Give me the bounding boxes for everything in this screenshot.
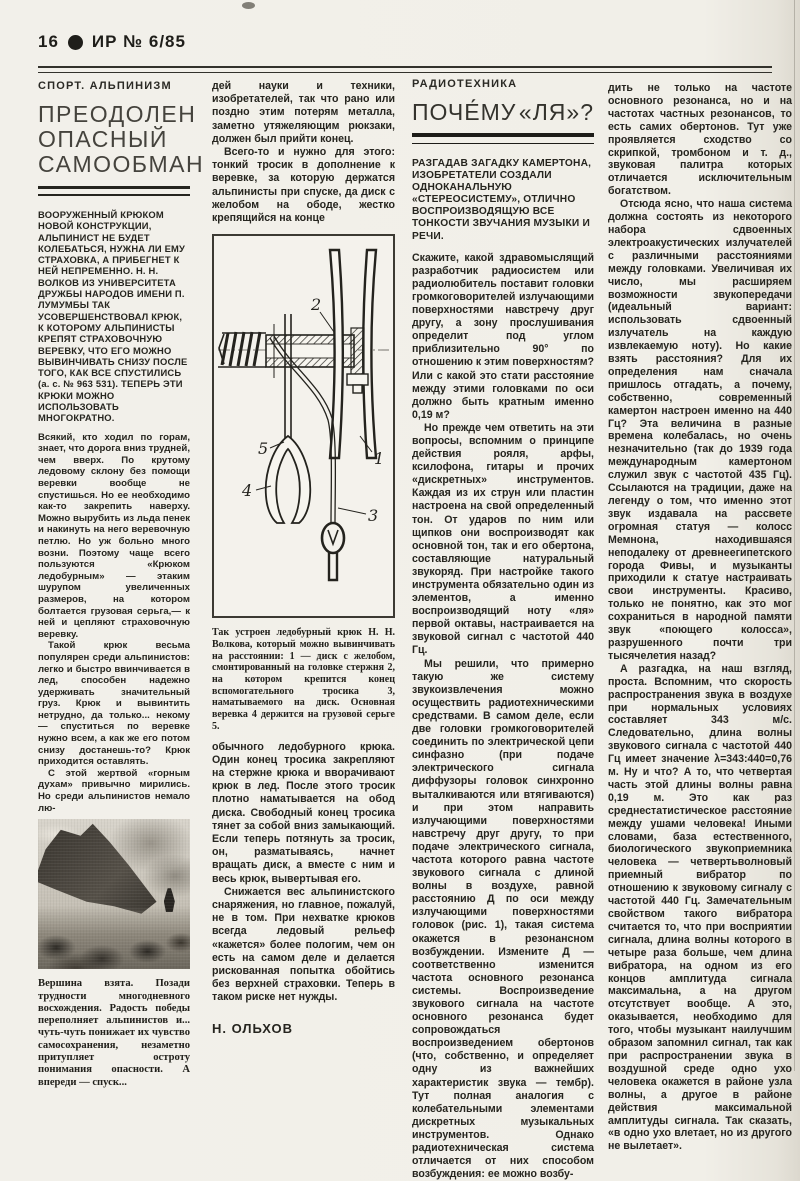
cable-eye-hook	[322, 523, 344, 580]
column-4	[608, 82, 792, 1153]
paragraph: Скажите, какой здравомыслящий разработчик радиосистем или радиолюбитель поставит головки громкоговорителей излучающими поверхностями навстречу друг другу, а зону прослушивания определит под углом приблизительно 90° по отношению к этим поверхностям? Или с какой это стати расстояние между этими головками по оси должно быть кратным именно 0,19 м?	[412, 251, 594, 421]
label-2: 2	[311, 295, 322, 315]
ice-screw-diagram-drawing	[214, 236, 393, 616]
label-3: 3	[368, 506, 379, 526]
alpinism-col2-bottom-text	[212, 741, 395, 1005]
paragraph: обычного ледобурного крюка. Один конец тросика закрепляют на стержне крюка и вворачивают крюк в лед. После этого тросик плотно наматывается на обод диска. Свободный конец тросика тянет за собой вниз замыкающий. Если теперь потянуть за тросик, он, разматываясь, начнет вращать диск, а вместе с ним и весь крюк, вывертывая его.	[212, 740, 395, 885]
radio-lead: РАЗГАДАВ ЗАГАДКУ КАМЕРТОНА, ИЗОБРЕТАТЕЛИ СОЗДАЛИ ОДНОКАНАЛЬНУЮ «СТЕРЕОСИСТЕМУ», ОТЛИЧНО ВОСПРОИЗВОДЯЩУЮ ВСЕ ТОНКОСТИ ЗВУЧАНИЯ МУЗЫКИ И РЕЧИ.	[412, 158, 592, 242]
threaded-shaft	[218, 332, 266, 367]
page-number: 16	[38, 32, 59, 51]
radio-title-note: «ЛЯ»?	[518, 99, 594, 125]
issue-label: ИР № 6/85	[91, 32, 186, 51]
photo-caption: Вершина взята. Позади трудности многодневного восхождения. Радость победы переполняет альпинистов и... чуть-чуть понижает их чувство самосохранения, незаметно притупляет остроту понимания опасности. А впереди — спуск...	[38, 978, 190, 1088]
label-4: 4	[242, 481, 253, 501]
paragraph: А разгадка, на наш взгляд, проста. Вспомним, что скорость распространения звука в воздухе при нормальных условиях составляет 343 м/с. Следовательно, длина волны звукового сигнала с частотой 440 Гц имеет значение λ=343:440=0,76 м. Ну и что? А то, что четвертая часть этой длины волны равна 0,19 м. Это как раз среднестатистическое расстояние между ушами человека! Иными словами, база естественного, биологического звукоприемника человека — четвертьволновый приемный вибратор по отношению к звуковому сигналу с частотой 440 Гц. Замечательным свойством такого вибратора считается то, что при восприятии сигнала, длина волны которого в четыре раза больше, чем длина вибратора, на одном из его концов амплитуда сигнала максимальна, а на другом отсутствует вообще. А это, оказывается, необходимо для того, чтобы музыкант наилучшим образом запомнил сигнал, так как при распространении звука в воздушной среде одно ухо человека окажется в районе узла волны, а другое в районе действия максимальной амплитуды сигнала. Так сказать, «в одно ухо влетает, но из другого не вылетает».	[608, 662, 792, 1153]
paragraph: Отсюда ясно, что наша система должна состоять из некоторого набора сдвоенных электроакустических излучателей с различными расстояниями между головками. Увеличивая их число, мы расширяем возможности звукопередачи (идеальный вариант: использовать сдвоенный излучатель на каждую извлекаемую ноту). Но какие взять расстояния? Для их определения нам сначала пришлось отгадать, а почему, собственно, современный камертон настроен именно на 440 Гц? Эта величина в разные времена колебалась, но очень незначительно (так до 1939 года международным камертоном служил звук с частотой 435 Гц). Ссылаются на традиции, даже на легенду о том, что именно этот звук издавала на рассвете огромная статуя — колосс Мемнона, находившаяся неподалеку от древнеегипетского города Фивы, и музыканты приходили к статуе настраивать свои инструменты. Красиво, только не понятно, как это мог сохраниться в народной памяти звук «поющего колосса», разрушенного почти три тысячелетия назад?	[608, 198, 792, 662]
alpinism-lead: ВООРУЖЕННЫЙ КРЮКОМ НОВОЙ КОНСТРУКЦИИ, АЛЬПИНИСТ НЕ БУДЕТ КОЛЕБАТЬСЯ, НУЖНА ЛИ ЕМУ СТРАХОВКА, А ПРИБЕГНЕТ К НЕЙ НЕПРЕМЕННО. Н. Н. ВОЛКОВ ИЗ УНИВЕРСИТЕТА ДРУЖБЫ НАРОДОВ ИМЕНИ П. ЛУМУМБЫ ТАК УСОВЕРШЕНСТВОВАЛ КРЮК, К КОТОРОМУ АЛЬПИНИСТЫ КРЕПЯТ СТРАХОВОЧНУЮ ВЕРЕВКУ, ЧТО ЕГО МОЖНО ВЫВИНЧИВАТЬ СНИЗУ ПОСЛЕ ТОГО, КАК ВСЕ СПУСТИЛИСЬ (а. с. № 963 531). ТЕПЕРЬ ЭТИ КРЮКИ МОЖНО ИСПОЛЬЗОВАТЬ МНОГОКРАТНО.	[38, 209, 188, 424]
ice-screw-diagram	[212, 234, 395, 618]
radio-title	[412, 99, 594, 126]
print-registration-mark	[242, 2, 255, 9]
paragraph: дей науки и техники, изобретателей, так что рано или поздно этим потерям металла, заметно утяжеляющим рюкзаки, должен был прийти конец.	[212, 80, 395, 145]
paragraph: дить не только на частоте основного резонанса, но и на частотах частных резонансов, то есть самих обертонов. Тут уже проявляется сходство со скрипкой, тромбоном и т. д., звуковая палитра которых отличается исключительным богатством.	[608, 82, 792, 198]
column-3	[412, 78, 594, 1181]
load-rod	[285, 314, 291, 444]
author-signature: Н. ОЛЬХОВ	[212, 1020, 294, 1036]
paragraph: Всего-то и нужно для этого: тонкий тросик в дополнение к веревке, за которую держатся альпинисты при спуске, да диск с желобом на ободе, жестко крепящийся на конце	[212, 146, 395, 225]
column-2	[212, 80, 395, 1036]
issue-bullet-icon	[68, 35, 83, 50]
mountain-summit-photo	[38, 819, 190, 969]
paragraph: С этой жертвой «горным духам» привычно мирились. Но среди альпинистов немало лю-	[38, 767, 190, 814]
label-1: 1	[374, 449, 385, 469]
paragraph: Но прежде чем ответить на эти вопросы, вспомним о принципе действия рояля, арфы, ксилофона, гитары и прочих «дискретных» инструментов. Каждая из их струн или пластин настроена на свой определенный тон. От ударов по ним или щипков они воспроизводят как основной тон, так и его обертона, составляющие натуральный звукоряд. При настройке такого инструмента обязательно один из элементов, а именно воспроизводящий ноту «ля» первой октавы, настраивается на звуковой сигнал с частотой 440 Гц.	[412, 421, 594, 657]
page-header	[38, 32, 186, 52]
page-edge-shadow	[794, 0, 795, 1071]
paragraph: Снижается вес альпинистского снаряжения, но главное, пожалуй, не в том. При нехватке крюков всегда ледовый рельеф «кажется» более пологим, чем он есть на самом деле и делается рискованная попытка обойтись без верхней страховки. Теперь в таком риске нет нужды.	[212, 885, 395, 1004]
load-shackle-fork	[266, 436, 311, 523]
radio-title-rule	[412, 133, 594, 144]
header-rule	[38, 66, 772, 73]
column-1	[38, 80, 205, 1089]
radio-kicker: РАДИОТЕХНИКА	[412, 78, 518, 90]
radio-col3-text	[412, 252, 594, 1181]
photo-grain-overlay	[38, 819, 190, 969]
label-5: 5	[258, 439, 269, 459]
radio-col4-text	[608, 82, 792, 1153]
alpinism-title: ПРЕОДОЛЕН ОПАСНЫЙ САМООБМАН	[38, 101, 205, 177]
paragraph: Всякий, кто ходил по горам, знает, что дорога вниз трудней, чем вверх. По крутому ледовому склону без помощи веревки вообще не спустишься. Но ее необходимо как-то закрепить наверху. Можно вырубить из льда пенек и накинуть на него веревочную петлю. Но уж больно много возни. Поэтому чаще всего пользуются «Крюком ледобурным» — этаким шурупом увеличенных размеров, на котором болтается грузовая серьга,— к ней и цепляют страховочную веревку.	[38, 431, 190, 640]
alpinism-col2-top-text	[212, 80, 395, 225]
paragraph: Такой крюк весьма популярен среди альпинистов: легко и быстро ввинчивается в лед, способен надежно удерживать значительный груз. Крюк и вывинтить нетрудно, да только... некому — спуститься по веревке нужно всем, а как же его потом снизу достанешь-то? Крюк приходится оставлять.	[38, 640, 190, 768]
paragraph: Мы решили, что примерно такую же систему звукоизвлечения можно осуществить радиотехническими средствами. В самом деле, если две головки громкоговорителей соединить по электрической цепи синфазно (при подаче электрического сигнала диффузоры головок синхронно выталкиваются или втягиваются) и при этом направить излучающими поверхностями навстречу друг другу, то при подаче электрического сигнала, частота которого равна частоте звукового сигнала с длиной волны в воздухе, равной расстоянию Д по оси между излучающими поверхностями головок (рис. 1), такая система окажется в резонансном возбуждении. Измените Д — соответственно изменится частота основного резонанса системы. Воспроизведение звукового сигнала на частоте основного резонанса будет сопровождаться воспроизведением обертонов (что, собственно, и определяет одну из важнейших характеристик звука — тембр). Тут полная аналогия с колебательными элементами дискретных музыкальных инструментов. Однако радиотехническая система отличается от них способом возбуждения: ее можно возбу-	[412, 657, 594, 1181]
radio-title-word: ПОЧЕ́МУ	[412, 99, 517, 125]
alpinism-kicker: СПОРТ. АЛЬПИНИЗМ	[38, 80, 172, 92]
alpinism-col1-text	[38, 432, 190, 815]
diagram-caption: Так устроен ледобурный крюк Н. Н. Волкова, который можно вывинчивать на расстоянии: 1 — диск с желобом, смонтированный на головке стержня 2, на котором крепится конец вспомогательного тросика 3, наматываемого на диск. Основная веревка 4 держится на грузовой серьге 5.	[212, 627, 395, 732]
alpinism-title-rule	[38, 186, 190, 196]
